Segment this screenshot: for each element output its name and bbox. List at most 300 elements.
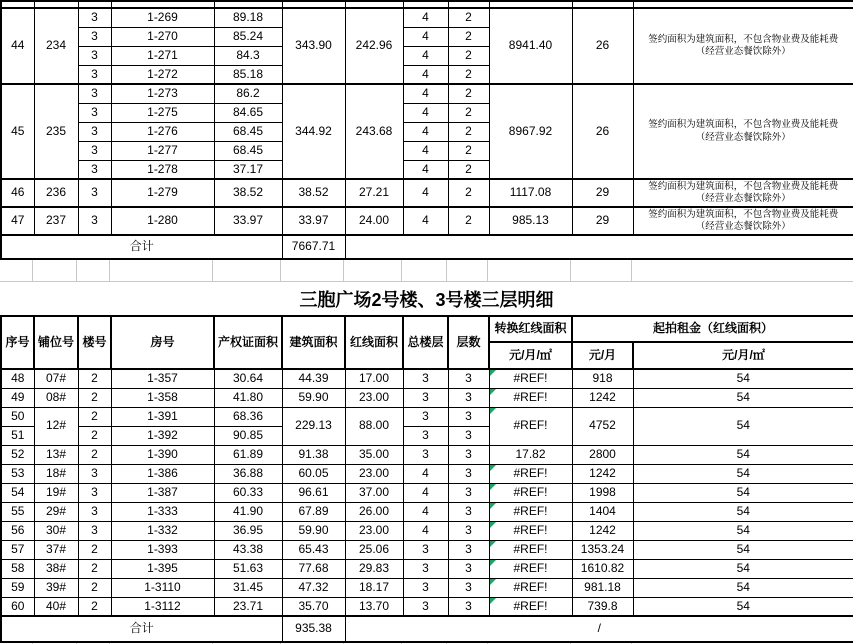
cell-build-area[interactable]: 59.90 bbox=[282, 388, 345, 407]
cell-total-build-area[interactable]: 935.38 bbox=[282, 616, 345, 642]
cell-floor-count[interactable]: 2 bbox=[448, 179, 489, 207]
cell-cert-area[interactable]: 43.38 bbox=[214, 540, 282, 559]
grid-cell bbox=[488, 260, 571, 281]
cell-room-no[interactable]: 1-270 bbox=[111, 27, 214, 46]
cell-shop-no[interactable]: 40# bbox=[34, 597, 78, 616]
error-triangle-icon bbox=[490, 541, 496, 547]
cell-rent-sqm[interactable]: 54 bbox=[633, 464, 853, 483]
cell-build-area[interactable]: 35.70 bbox=[282, 597, 345, 616]
cell-seq[interactable]: 59 bbox=[1, 578, 34, 597]
cell-empty[interactable] bbox=[633, 1, 853, 8]
cell-cert-area[interactable]: 30.64 bbox=[214, 369, 282, 388]
cell-seq[interactable]: 49 bbox=[1, 388, 34, 407]
cell-room-no[interactable]: 1-280 bbox=[111, 207, 214, 235]
cell-building-no[interactable]: 2 bbox=[78, 426, 111, 445]
cell-room-no[interactable]: 1-277 bbox=[111, 141, 214, 160]
grid-cell bbox=[110, 260, 213, 281]
cell-room-no[interactable]: 1-358 bbox=[111, 388, 214, 407]
cell-building-no[interactable]: 3 bbox=[78, 122, 111, 141]
cell-total-floors[interactable]: 3 bbox=[403, 578, 448, 597]
cell-floor-count[interactable]: 3 bbox=[448, 464, 489, 483]
cell-floor-count[interactable]: 3 bbox=[448, 502, 489, 521]
cell-rent-sqm[interactable]: 54 bbox=[633, 540, 853, 559]
cell-floor-count[interactable]: 3 bbox=[448, 483, 489, 502]
cell-total-floors[interactable]: 3 bbox=[403, 559, 448, 578]
cell-room-no[interactable]: 1-357 bbox=[111, 369, 214, 388]
cell-cert-area[interactable]: 37.17 bbox=[214, 160, 282, 179]
cell-total-floors[interactable]: 4 bbox=[403, 8, 448, 27]
cell-building-no[interactable]: 2 bbox=[78, 578, 111, 597]
cell-rent-sqm[interactable]: 54 bbox=[633, 521, 853, 540]
cell-rent-sqm[interactable]: 54 bbox=[633, 483, 853, 502]
cell-empty[interactable] bbox=[489, 1, 572, 8]
cell-floor-count[interactable]: 3 bbox=[448, 578, 489, 597]
cell-empty[interactable] bbox=[111, 1, 214, 8]
error-triangle-icon bbox=[490, 503, 496, 509]
lower-table bbox=[0, 315, 853, 643]
cell-redline-area[interactable]: 23.00 bbox=[345, 388, 403, 407]
cell-rent-month[interactable]: 918 bbox=[572, 369, 633, 388]
cell-cert-area[interactable]: 41.80 bbox=[214, 388, 282, 407]
cell-seq[interactable]: 44 bbox=[1, 8, 34, 84]
cell-building-no[interactable]: 2 bbox=[78, 559, 111, 578]
grid-cell bbox=[447, 260, 488, 281]
cell-cert-area[interactable]: 60.33 bbox=[214, 483, 282, 502]
table-title[interactable]: 三胞广场2号楼、3号楼三层明细 bbox=[299, 289, 554, 310]
cell-building-no[interactable]: 3 bbox=[78, 103, 111, 122]
cell-building-no[interactable]: 3 bbox=[78, 207, 111, 235]
cell-seq[interactable]: 53 bbox=[1, 464, 34, 483]
cell-shop-no[interactable]: 08# bbox=[34, 388, 78, 407]
header-build-area[interactable]: 建筑面积 bbox=[282, 316, 345, 369]
cell-conv-redline[interactable]: #REF! bbox=[489, 502, 572, 521]
cell-total-rest[interactable]: / bbox=[345, 616, 853, 642]
cell-rent-month[interactable]: 739.8 bbox=[572, 597, 633, 616]
cell-total-floors[interactable]: 3 bbox=[403, 388, 448, 407]
cell-building-no[interactable]: 3 bbox=[78, 464, 111, 483]
cell-building-no[interactable]: 3 bbox=[78, 179, 111, 207]
cell-total-floors[interactable]: 4 bbox=[403, 65, 448, 84]
cell-rent-month[interactable]: 981.18 bbox=[572, 578, 633, 597]
cell-cert-area[interactable]: 31.45 bbox=[214, 578, 282, 597]
cell-rent[interactable]: 1117.08 bbox=[489, 179, 572, 207]
cell-seq[interactable]: 57 bbox=[1, 540, 34, 559]
cell-empty[interactable] bbox=[282, 1, 345, 8]
cell-build-area[interactable]: 91.38 bbox=[282, 445, 345, 464]
error-triangle-icon bbox=[490, 522, 496, 528]
cell-total-floors[interactable]: 4 bbox=[403, 483, 448, 502]
cell-empty[interactable] bbox=[214, 1, 282, 8]
cell-floor-count[interactable]: 2 bbox=[448, 207, 489, 235]
cell-rent-month[interactable]: 1242 bbox=[572, 521, 633, 540]
cell-rent-month[interactable]: 1610.82 bbox=[572, 559, 633, 578]
cell-room-no[interactable]: 1-271 bbox=[111, 46, 214, 65]
error-triangle-icon bbox=[490, 598, 496, 604]
cell-total-floors[interactable]: 4 bbox=[403, 179, 448, 207]
cell-redline-area[interactable]: 243.68 bbox=[345, 84, 403, 179]
cell-total-floors[interactable]: 3 bbox=[403, 445, 448, 464]
cell-shop-no[interactable]: 234 bbox=[34, 8, 78, 84]
cell-rent-month[interactable]: 2800 bbox=[572, 445, 633, 464]
cell-cert-area[interactable]: 84.65 bbox=[214, 103, 282, 122]
cell-cert-area[interactable]: 36.95 bbox=[214, 521, 282, 540]
grid-cell bbox=[632, 260, 853, 281]
cell-redline-area[interactable]: 17.00 bbox=[345, 369, 403, 388]
cell-floor-count[interactable]: 2 bbox=[448, 65, 489, 84]
cell-seq[interactable]: 58 bbox=[1, 559, 34, 578]
grid-cell bbox=[344, 260, 402, 281]
cell-build-area[interactable]: 38.52 bbox=[282, 179, 345, 207]
error-triangle-icon bbox=[490, 370, 496, 376]
cell-cert-area[interactable]: 68.36 bbox=[214, 407, 282, 426]
cell-rate[interactable]: 29 bbox=[572, 207, 633, 235]
cell-remark[interactable] bbox=[633, 207, 853, 235]
cell-seq[interactable]: 51 bbox=[1, 426, 34, 445]
cell-build-area[interactable]: 59.90 bbox=[282, 521, 345, 540]
cell-shop-no[interactable]: 19# bbox=[34, 483, 78, 502]
cell-remark[interactable] bbox=[633, 179, 853, 207]
cell-empty[interactable] bbox=[34, 1, 78, 8]
cell-cert-area[interactable]: 38.52 bbox=[214, 179, 282, 207]
cell-conv-redline[interactable]: #REF! bbox=[489, 388, 572, 407]
cell-rent-sqm[interactable]: 54 bbox=[633, 559, 853, 578]
cell-remark[interactable] bbox=[633, 84, 853, 179]
cell-floor-count[interactable]: 3 bbox=[448, 426, 489, 445]
cell-total-floors[interactable]: 3 bbox=[403, 540, 448, 559]
cell-floor-count[interactable]: 2 bbox=[448, 103, 489, 122]
cell-empty[interactable] bbox=[345, 1, 403, 8]
cell-rent-month[interactable]: 1242 bbox=[572, 388, 633, 407]
cell-rent-month[interactable]: 1242 bbox=[572, 464, 633, 483]
cell-total-build-area[interactable]: 7667.71 bbox=[282, 235, 345, 259]
cell-room-no[interactable]: 1-272 bbox=[111, 65, 214, 84]
cell-total-floors[interactable]: 4 bbox=[403, 141, 448, 160]
cell-shop-no[interactable]: 07# bbox=[34, 369, 78, 388]
cell-conv-redline[interactable]: 17.82 bbox=[489, 445, 572, 464]
header-start-rent[interactable]: 起拍租金（红线面积） bbox=[572, 316, 853, 342]
cell-seq[interactable]: 52 bbox=[1, 445, 34, 464]
cell-shop-no[interactable]: 13# bbox=[34, 445, 78, 464]
cell-cert-area[interactable]: 51.63 bbox=[214, 559, 282, 578]
cell-total-floors[interactable]: 4 bbox=[403, 160, 448, 179]
cell-conv-redline[interactable]: #REF! bbox=[489, 559, 572, 578]
cell-floor-count[interactable]: 3 bbox=[448, 597, 489, 616]
cell-room-no[interactable]: 1-387 bbox=[111, 483, 214, 502]
cell-empty[interactable] bbox=[1, 1, 34, 8]
header-total-floors[interactable]: 总楼层 bbox=[403, 316, 448, 369]
cell-build-area[interactable]: 65.43 bbox=[282, 540, 345, 559]
cell-rent-month[interactable]: 1998 bbox=[572, 483, 633, 502]
cell-building-no[interactable]: 2 bbox=[78, 369, 111, 388]
grid-cell bbox=[0, 260, 33, 281]
cell-conv-redline[interactable]: #REF! bbox=[489, 483, 572, 502]
cell-cert-area[interactable]: 85.24 bbox=[214, 27, 282, 46]
cell-shop-no[interactable]: 37# bbox=[34, 540, 78, 559]
remark-line1: 签约面积为建筑面积，不包含物业费及能耗费 bbox=[648, 119, 839, 131]
header-cert-area[interactable]: 产权证面积 bbox=[214, 316, 282, 369]
grid-cell bbox=[402, 260, 447, 281]
cell-shop-no[interactable]: 12# bbox=[34, 407, 78, 445]
cell-cert-area[interactable]: 36.88 bbox=[214, 464, 282, 483]
cell-total-floors[interactable]: 4 bbox=[403, 207, 448, 235]
cell-total-floors[interactable]: 3 bbox=[403, 597, 448, 616]
cell-floor-count[interactable]: 2 bbox=[448, 8, 489, 27]
upper-table bbox=[0, 0, 853, 260]
cell-total-floors[interactable]: 4 bbox=[403, 464, 448, 483]
cell-empty[interactable] bbox=[448, 1, 489, 8]
cell-build-area[interactable]: 229.13 bbox=[282, 407, 345, 445]
grid-cell bbox=[213, 260, 281, 281]
cell-build-area[interactable]: 47.32 bbox=[282, 578, 345, 597]
cell-seq[interactable]: 48 bbox=[1, 369, 34, 388]
cell-shop-no[interactable]: 29# bbox=[34, 502, 78, 521]
cell-shop-no[interactable]: 235 bbox=[34, 84, 78, 179]
cell-building-no[interactable]: 3 bbox=[78, 502, 111, 521]
cell-room-no[interactable]: 1-278 bbox=[111, 160, 214, 179]
cell-room-no[interactable]: 1-273 bbox=[111, 84, 214, 103]
cell-total-label[interactable]: 合计 bbox=[1, 235, 282, 259]
cell-redline-area[interactable]: 27.21 bbox=[345, 179, 403, 207]
cell-conv-redline[interactable]: #REF! bbox=[489, 407, 572, 445]
cell-rent-sqm[interactable]: 54 bbox=[633, 407, 853, 445]
grid-cell bbox=[571, 260, 632, 281]
error-triangle-icon bbox=[490, 484, 496, 490]
cell-floor-count[interactable]: 3 bbox=[448, 445, 489, 464]
cell-building-no[interactable]: 3 bbox=[78, 84, 111, 103]
cell-building-no[interactable]: 3 bbox=[78, 8, 111, 27]
cell-floor-count[interactable]: 2 bbox=[448, 46, 489, 65]
cell-room-no[interactable]: 1-333 bbox=[111, 502, 214, 521]
cell-floor-count[interactable]: 3 bbox=[448, 559, 489, 578]
cell-floor-count[interactable]: 3 bbox=[448, 521, 489, 540]
cell-rent-month[interactable]: 4752 bbox=[572, 407, 633, 445]
cell-room-no[interactable]: 1-386 bbox=[111, 464, 214, 483]
cell-building-no[interactable]: 3 bbox=[78, 27, 111, 46]
cell-total-floors[interactable]: 3 bbox=[403, 407, 448, 426]
cell-seq[interactable]: 47 bbox=[1, 207, 34, 235]
cell-cert-area[interactable]: 41.90 bbox=[214, 502, 282, 521]
cell-floor-count[interactable]: 2 bbox=[448, 160, 489, 179]
grid-cell bbox=[33, 260, 77, 281]
cell-room-no[interactable]: 1-275 bbox=[111, 103, 214, 122]
remark-line1: 签约面积为建筑面积，不包含物业费及能耗费 bbox=[648, 33, 839, 45]
cell-total-floors[interactable]: 4 bbox=[403, 84, 448, 103]
cell-shop-no[interactable]: 30# bbox=[34, 521, 78, 540]
cell-remark[interactable] bbox=[633, 8, 853, 84]
cell-floor-count[interactable]: 3 bbox=[448, 540, 489, 559]
cell-seq[interactable]: 54 bbox=[1, 483, 34, 502]
remark-line2: （经营业态餐饮除外） bbox=[695, 46, 791, 57]
cell-redline-area[interactable]: 242.96 bbox=[345, 8, 403, 84]
cell-empty[interactable] bbox=[78, 1, 111, 8]
header-redline-area[interactable]: 红线面积 bbox=[345, 316, 403, 369]
cell-redline-area[interactable]: 88.00 bbox=[345, 407, 403, 445]
cell-rent[interactable]: 8967.92 bbox=[489, 84, 572, 179]
clipped-row bbox=[1, 1, 853, 8]
header-building-no[interactable]: 楼号 bbox=[78, 316, 111, 369]
cell-seq[interactable]: 46 bbox=[1, 179, 34, 207]
cell-floor-count[interactable]: 3 bbox=[448, 407, 489, 426]
cell-building-no[interactable]: 2 bbox=[78, 407, 111, 426]
cell-total-floors[interactable]: 4 bbox=[403, 27, 448, 46]
cell-redline-area[interactable]: 35.00 bbox=[345, 445, 403, 464]
header-unit-conv[interactable]: 元/月/㎡ bbox=[489, 342, 572, 369]
cell-redline-area[interactable]: 23.00 bbox=[345, 521, 403, 540]
cell-rent-sqm[interactable]: 54 bbox=[633, 597, 853, 616]
cell-seq[interactable]: 60 bbox=[1, 597, 34, 616]
cell-building-no[interactable]: 3 bbox=[78, 521, 111, 540]
cell-seq[interactable]: 56 bbox=[1, 521, 34, 540]
cell-room-no[interactable]: 1-279 bbox=[111, 179, 214, 207]
cell-redline-area[interactable]: 18.17 bbox=[345, 578, 403, 597]
cell-total-floors[interactable]: 4 bbox=[403, 521, 448, 540]
cell-cert-area[interactable]: 23.71 bbox=[214, 597, 282, 616]
cell-room-no[interactable]: 1-391 bbox=[111, 407, 214, 426]
cell-building-no[interactable]: 2 bbox=[78, 597, 111, 616]
cell-total-floors[interactable]: 4 bbox=[403, 502, 448, 521]
cell-build-area[interactable]: 344.92 bbox=[282, 84, 345, 179]
cell-cert-area[interactable]: 33.97 bbox=[214, 207, 282, 235]
cell-rent-sqm[interactable]: 54 bbox=[633, 369, 853, 388]
cell-empty[interactable] bbox=[572, 1, 633, 8]
cell-room-no[interactable]: 1-392 bbox=[111, 426, 214, 445]
cell-cert-area[interactable]: 61.89 bbox=[214, 445, 282, 464]
cell-floor-count[interactable]: 3 bbox=[448, 369, 489, 388]
cell-rent-sqm[interactable]: 54 bbox=[633, 502, 853, 521]
remark-line2: （经营业态餐饮除外） bbox=[695, 221, 791, 232]
cell-shop-no[interactable]: 38# bbox=[34, 559, 78, 578]
grid-cell bbox=[77, 260, 110, 281]
cell-conv-redline[interactable]: #REF! bbox=[489, 540, 572, 559]
error-triangle-icon bbox=[490, 389, 496, 395]
cell-total-floors[interactable]: 3 bbox=[403, 369, 448, 388]
cell-rent-month[interactable]: 1404 bbox=[572, 502, 633, 521]
header-seq[interactable]: 序号 bbox=[1, 316, 34, 369]
header-unit-sqm[interactable]: 元/月/㎡ bbox=[633, 342, 853, 369]
cell-room-no[interactable]: 1-393 bbox=[111, 540, 214, 559]
cell-floor-count[interactable]: 2 bbox=[448, 27, 489, 46]
cell-redline-area[interactable]: 37.00 bbox=[345, 483, 403, 502]
grid-cell bbox=[281, 260, 344, 281]
cell-cert-area[interactable]: 84.3 bbox=[214, 46, 282, 65]
cell-redline-area[interactable]: 13.70 bbox=[345, 597, 403, 616]
cell-rate[interactable]: 29 bbox=[572, 179, 633, 207]
cell-cert-area[interactable]: 85.18 bbox=[214, 65, 282, 84]
cell-conv-redline[interactable]: #REF! bbox=[489, 597, 572, 616]
cell-room-no[interactable]: 1-3112 bbox=[111, 597, 214, 616]
cell-empty[interactable] bbox=[345, 235, 853, 259]
cell-build-area[interactable]: 343.90 bbox=[282, 8, 345, 84]
cell-empty[interactable] bbox=[403, 1, 448, 8]
cell-shop-no[interactable]: 237 bbox=[34, 207, 78, 235]
cell-rent-sqm[interactable]: 54 bbox=[633, 578, 853, 597]
cell-rate[interactable]: 26 bbox=[572, 8, 633, 84]
cell-room-no[interactable]: 1-390 bbox=[111, 445, 214, 464]
cell-cert-area[interactable]: 68.45 bbox=[214, 122, 282, 141]
cell-floor-count[interactable]: 2 bbox=[448, 141, 489, 160]
cell-building-no[interactable]: 2 bbox=[78, 445, 111, 464]
cell-cert-area[interactable]: 90.85 bbox=[214, 426, 282, 445]
cell-seq[interactable]: 50 bbox=[1, 407, 34, 426]
header-room-no[interactable]: 房号 bbox=[111, 316, 214, 369]
error-triangle-icon bbox=[490, 408, 496, 414]
remark-line2: （经营业态餐饮除外） bbox=[695, 193, 791, 204]
cell-total-floors[interactable]: 4 bbox=[403, 122, 448, 141]
grid-gap-row bbox=[0, 260, 853, 282]
cell-shop-no[interactable]: 18# bbox=[34, 464, 78, 483]
cell-rent-month[interactable]: 1353.24 bbox=[572, 540, 633, 559]
cell-rent[interactable]: 8941.40 bbox=[489, 8, 572, 84]
cell-seq[interactable]: 45 bbox=[1, 84, 34, 179]
cell-conv-redline[interactable]: #REF! bbox=[489, 578, 572, 597]
cell-building-no[interactable]: 3 bbox=[78, 65, 111, 84]
cell-building-no[interactable]: 2 bbox=[78, 540, 111, 559]
error-triangle-icon bbox=[490, 465, 496, 471]
cell-cert-area[interactable]: 89.18 bbox=[214, 8, 282, 27]
cell-room-no[interactable]: 1-276 bbox=[111, 122, 214, 141]
cell-build-area[interactable]: 67.89 bbox=[282, 502, 345, 521]
cell-room-no[interactable]: 1-3110 bbox=[111, 578, 214, 597]
cell-building-no[interactable]: 3 bbox=[78, 483, 111, 502]
cell-building-no[interactable]: 3 bbox=[78, 141, 111, 160]
cell-floor-count[interactable]: 2 bbox=[448, 122, 489, 141]
cell-rent-sqm[interactable]: 54 bbox=[633, 445, 853, 464]
header-unit-month[interactable]: 元/月 bbox=[572, 342, 633, 369]
cell-conv-redline[interactable]: #REF! bbox=[489, 521, 572, 540]
cell-cert-area[interactable]: 68.45 bbox=[214, 141, 282, 160]
cell-conv-redline[interactable]: #REF! bbox=[489, 464, 572, 483]
header-conv-redline[interactable]: 转换红线面积 bbox=[489, 316, 572, 342]
cell-build-area[interactable]: 33.97 bbox=[282, 207, 345, 235]
cell-building-no[interactable]: 3 bbox=[78, 46, 111, 65]
cell-building-no[interactable]: 3 bbox=[78, 160, 111, 179]
cell-floor-count[interactable]: 3 bbox=[448, 388, 489, 407]
cell-build-area[interactable]: 60.05 bbox=[282, 464, 345, 483]
error-triangle-icon bbox=[490, 560, 496, 566]
cell-build-area[interactable]: 44.39 bbox=[282, 369, 345, 388]
cell-room-no[interactable]: 1-332 bbox=[111, 521, 214, 540]
cell-room-no[interactable]: 1-395 bbox=[111, 559, 214, 578]
header-floor-count[interactable]: 层数 bbox=[448, 316, 489, 369]
remark-line1: 签约面积为建筑面积，不包含物业费及能耗费 bbox=[648, 208, 839, 220]
cell-seq[interactable]: 55 bbox=[1, 502, 34, 521]
cell-conv-redline[interactable]: #REF! bbox=[489, 369, 572, 388]
cell-cert-area[interactable]: 86.2 bbox=[214, 84, 282, 103]
cell-redline-area[interactable]: 29.83 bbox=[345, 559, 403, 578]
cell-total-floors[interactable]: 4 bbox=[403, 46, 448, 65]
cell-total-floors[interactable]: 4 bbox=[403, 103, 448, 122]
cell-rent-sqm[interactable]: 54 bbox=[633, 388, 853, 407]
cell-building-no[interactable]: 2 bbox=[78, 388, 111, 407]
cell-rent[interactable]: 985.13 bbox=[489, 207, 572, 235]
cell-redline-area[interactable]: 24.00 bbox=[345, 207, 403, 235]
cell-redline-area[interactable]: 25.06 bbox=[345, 540, 403, 559]
cell-redline-area[interactable]: 23.00 bbox=[345, 464, 403, 483]
header-shop-no[interactable]: 铺位号 bbox=[34, 316, 78, 369]
cell-redline-area[interactable]: 26.00 bbox=[345, 502, 403, 521]
cell-floor-count[interactable]: 2 bbox=[448, 84, 489, 103]
cell-build-area[interactable]: 96.61 bbox=[282, 483, 345, 502]
cell-total-floors[interactable]: 3 bbox=[403, 426, 448, 445]
cell-build-area[interactable]: 77.68 bbox=[282, 559, 345, 578]
cell-shop-no[interactable]: 39# bbox=[34, 578, 78, 597]
cell-shop-no[interactable]: 236 bbox=[34, 179, 78, 207]
cell-total-label[interactable]: 合计 bbox=[1, 616, 282, 642]
error-triangle-icon bbox=[490, 579, 496, 585]
cell-room-no[interactable]: 1-269 bbox=[111, 8, 214, 27]
cell-rate[interactable]: 26 bbox=[572, 84, 633, 179]
remark-line2: （经营业态餐饮除外） bbox=[695, 131, 791, 143]
